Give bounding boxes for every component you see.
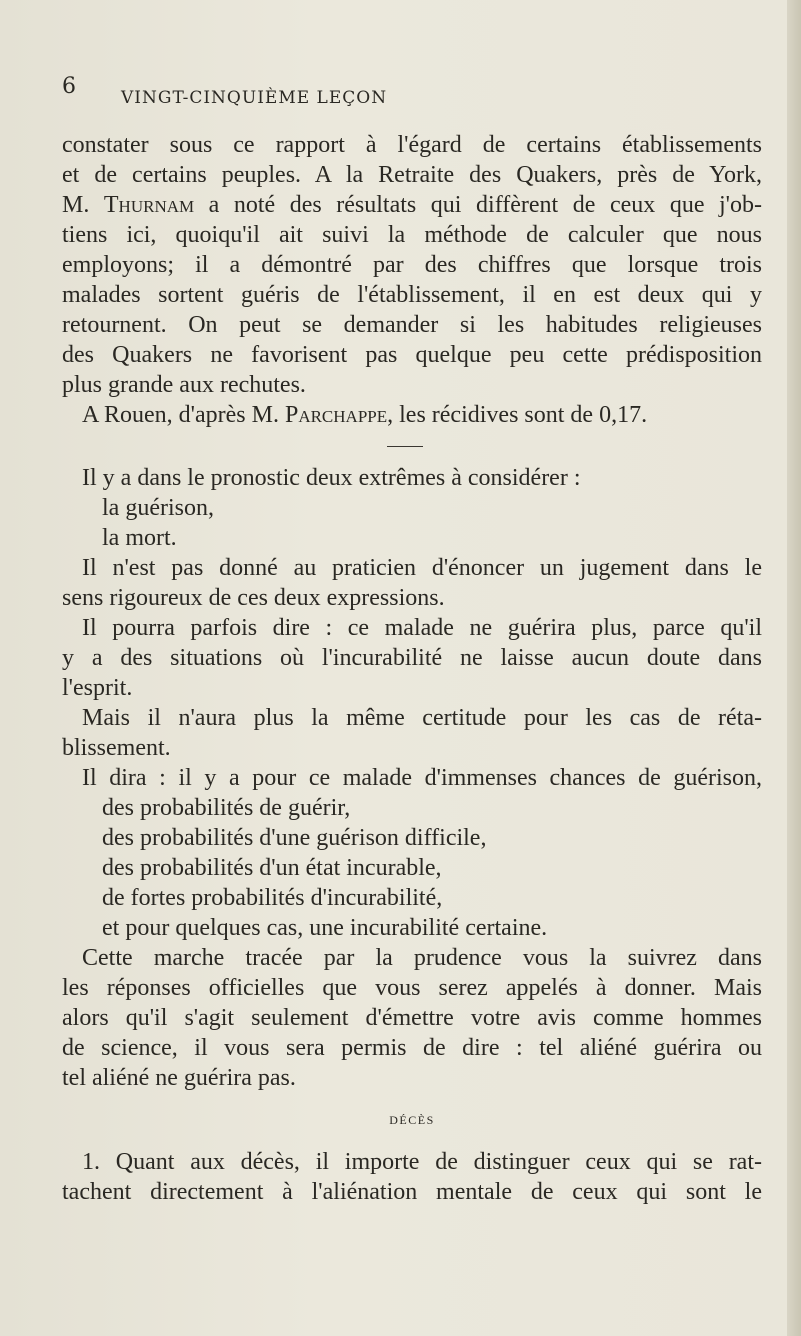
text-line: Il n'est pas donné au praticien d'énoncer un jugement dans le (82, 555, 762, 581)
text-line: la mort. (102, 525, 177, 551)
text-line: employons; il a démontré par des chiffres que lorsque trois (62, 252, 762, 278)
text-line: des probabilités d'un état incurable, (102, 855, 442, 881)
text-line (62, 190, 762, 220)
text-line: 1. Quant aux décès, il importe de distinguer ceux qui se rat- (82, 1149, 762, 1175)
text-fragment: M. (62, 192, 104, 218)
text-fragment: , les récidives sont de 0,17. (387, 402, 648, 428)
text-line: Mais il n'aura plus la même certitude pour les cas de réta- (82, 705, 762, 731)
text-line: Il dira : il y a pour ce malade d'immenses chances de guérison, (82, 765, 762, 791)
text-line: alors qu'il s'agit seulement d'émettre votre avis comme hommes (62, 1005, 762, 1031)
text-line: des Quakers ne favorisent pas quelque peu cette prédisposition (62, 342, 762, 368)
text-line: tachent directement à l'aliénation mentale de ceux qui sont le (62, 1179, 762, 1205)
text-line: Cette marche tracée par la prudence vous la suivrez dans (82, 945, 762, 971)
text-line: tiens ici, quoiqu'il ait suivi la méthode de calculer que nous (62, 222, 762, 248)
author-name: Thurnam (103, 192, 195, 218)
text-line: malades sortent guéris de l'établissement, il en est deux qui y (62, 282, 762, 308)
text-line: sens rigoureux de ces deux expressions. (62, 585, 445, 611)
text-line: Il y a dans le pronostic deux extrêmes à considérer : (82, 465, 581, 491)
text-line: retournent. On peut se demander si les habitudes religieuses (62, 312, 762, 338)
text-line: des probabilités d'une guérison difficile, (102, 825, 487, 851)
section-heading: DÉCÈS (389, 1113, 435, 1127)
text-line: plus grande aux rechutes. (62, 372, 306, 398)
body-text (62, 130, 762, 1207)
text-line: y a des situations où l'incurabilité ne laisse aucun doute dans (62, 645, 762, 671)
text-fragment: a noté des résultats qui diffèrent de ceux que j'ob- (194, 192, 762, 218)
running-title: VINGT-CINQUIÈME LEÇON (121, 88, 388, 108)
author-name: Parchappe (284, 402, 388, 428)
text-line: constater sous ce rapport à l'égard de certains établissements (62, 132, 762, 158)
text-line (62, 400, 762, 430)
text-line: de fortes probabilités d'incurabilité, (102, 885, 443, 911)
page-number: 6 (62, 74, 76, 99)
text-line: la guérison, (102, 495, 214, 521)
text-line: et de certains peuples. A la Retraite des Quakers, près de York, (62, 162, 762, 188)
text-line: et pour quelques cas, une incurabilité certaine. (102, 915, 548, 941)
text-line: blissement. (62, 735, 171, 761)
page-header (62, 74, 742, 114)
text-line: de science, il vous sera permis de dire : tel aliéné guérira ou (62, 1035, 762, 1061)
section-separator (387, 446, 423, 447)
text-fragment: A Rouen, d'après M. (82, 402, 285, 428)
text-line: l'esprit. (62, 675, 133, 701)
page-edge (787, 0, 801, 1336)
text-line: tel aliéné ne guérira pas. (62, 1065, 296, 1091)
text-line: les réponses officielles que vous serez appelés à donner. Mais (62, 975, 762, 1001)
text-line: des probabilités de guérir, (102, 795, 351, 821)
text-line: Il pourra parfois dire : ce malade ne guérira plus, parce qu'il (82, 615, 762, 641)
